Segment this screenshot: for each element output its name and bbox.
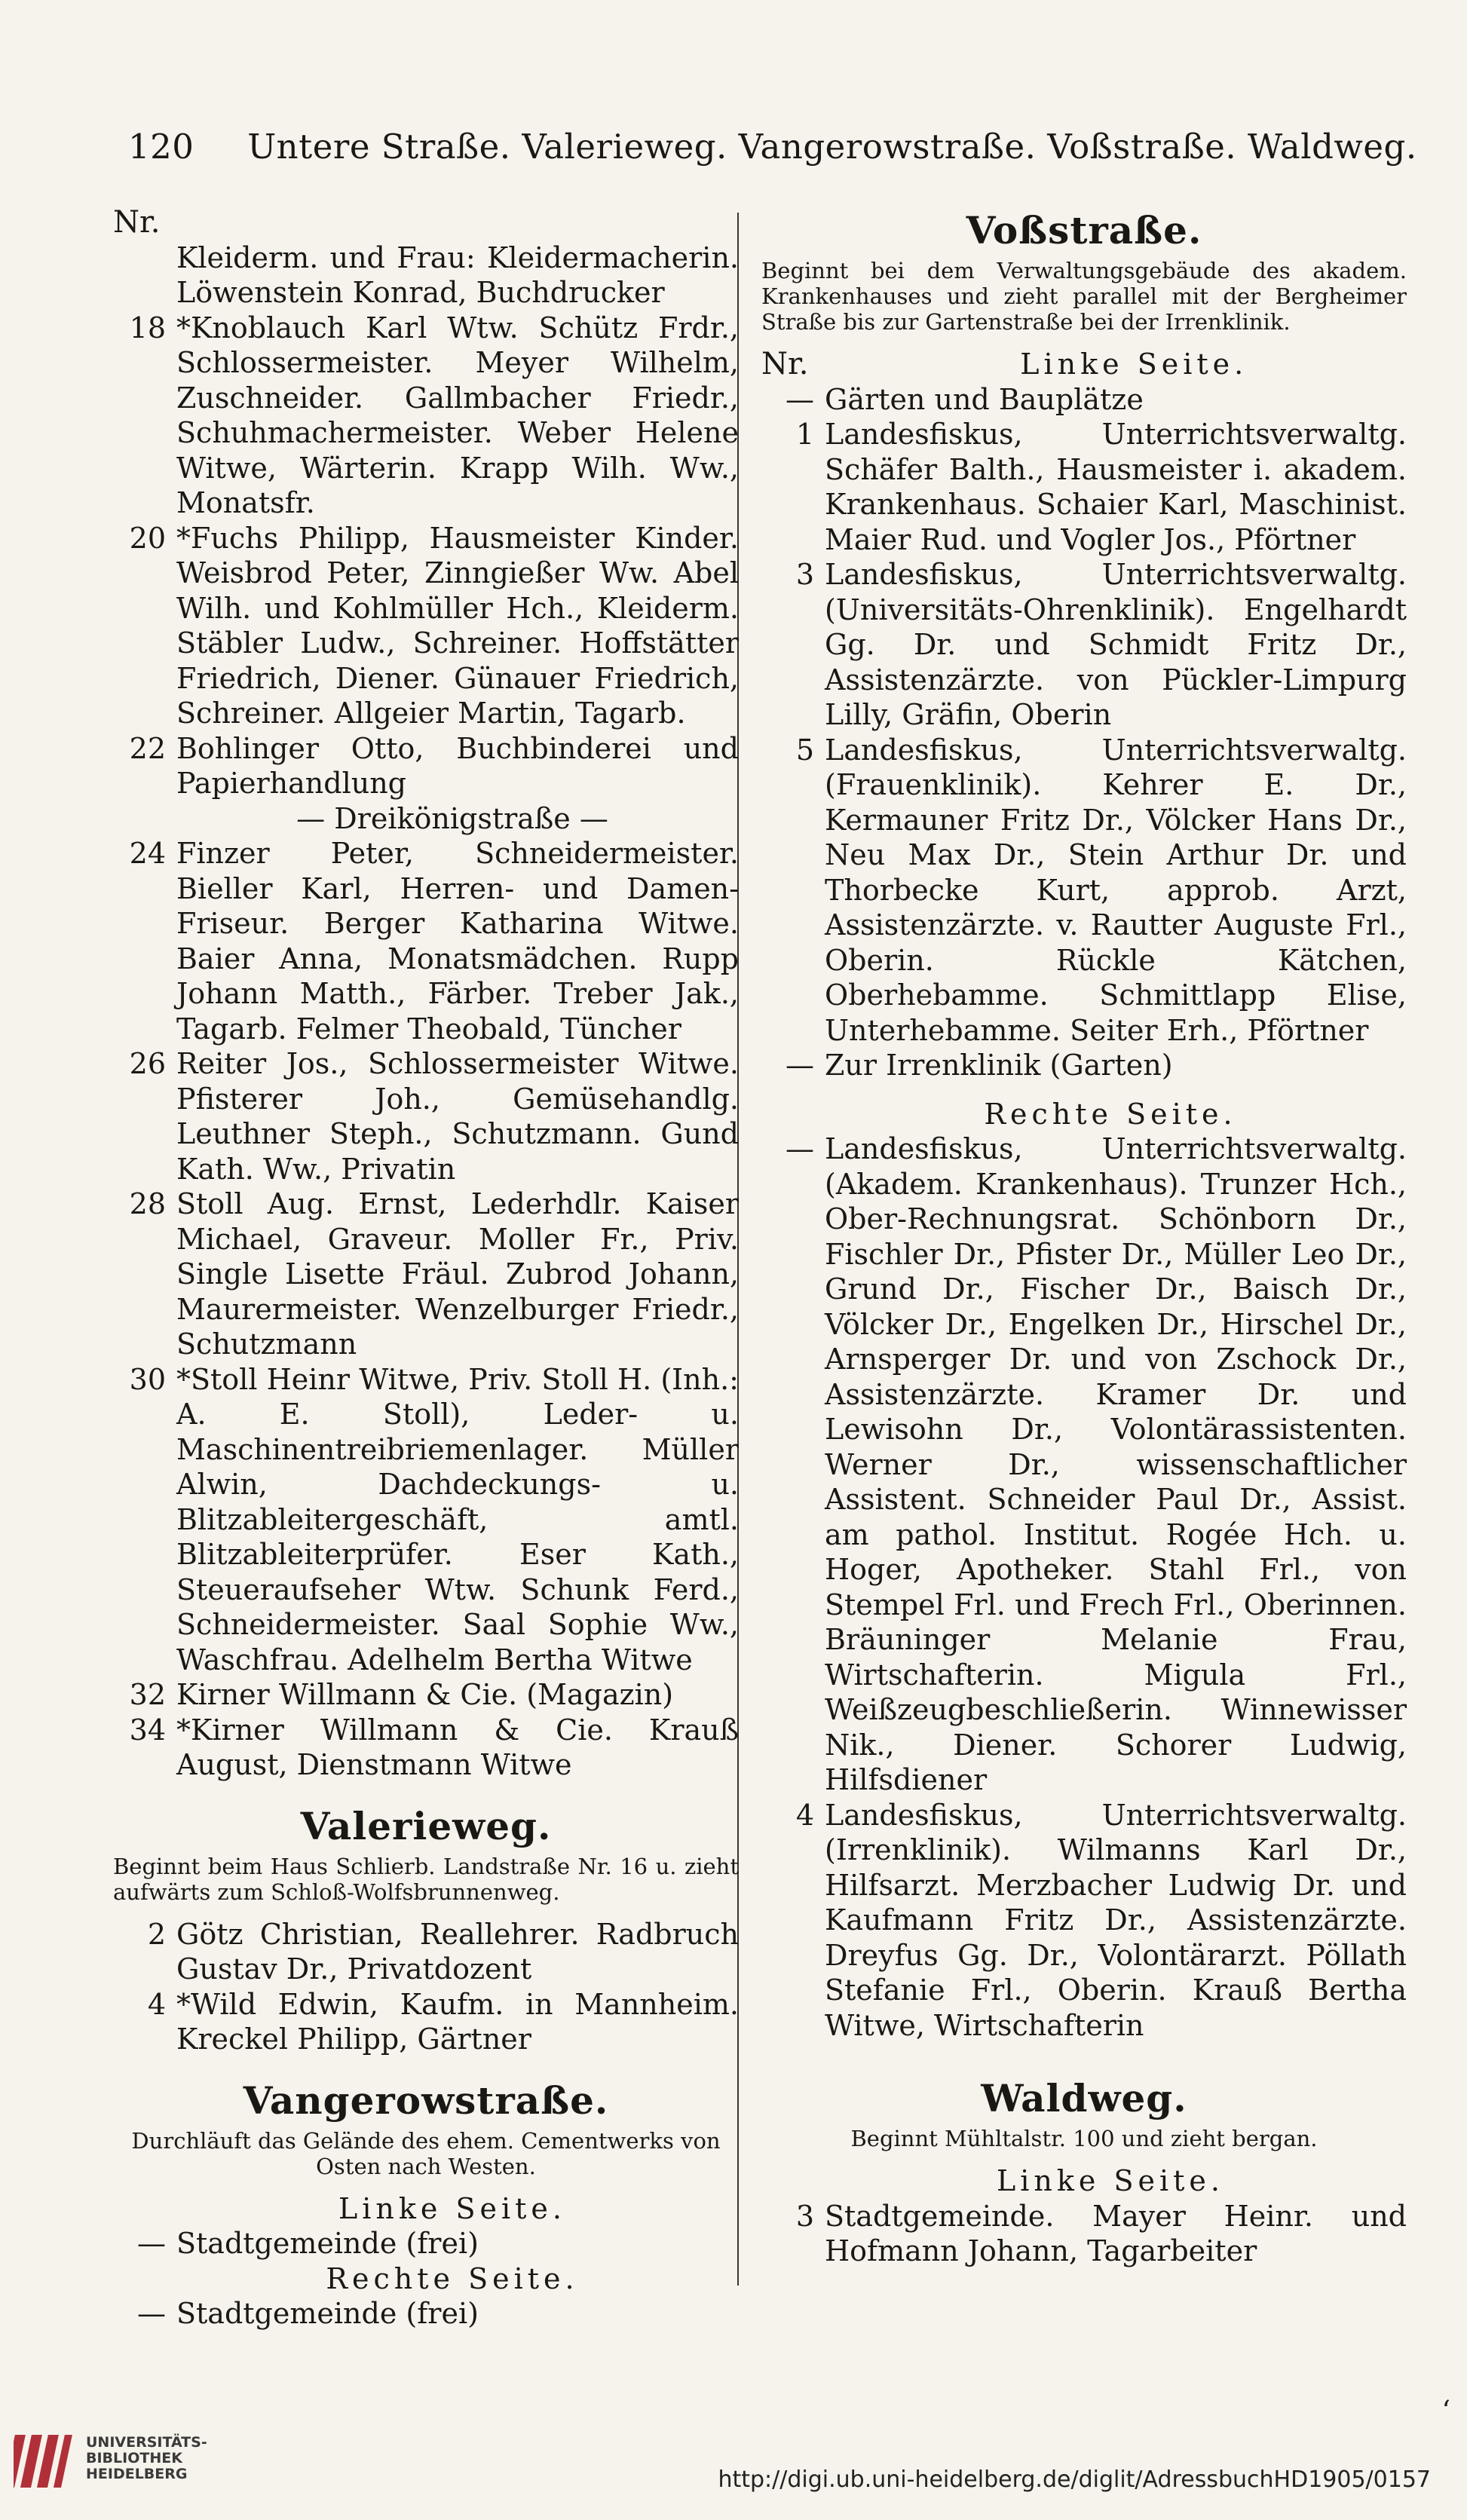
street-title-vangerowstrasse: Vangerowstraße.	[243, 2078, 609, 2123]
entry-text: Landesfiskus, Unterrichtsverwaltg. (Akadem. Krankenhaus). Trunzer Hch., Ober-Rechnungsrat. Schönborn Dr., Fischler Dr., Pfister Dr., Müller Leo Dr., Grund Dr., Fischer Dr., Baisch Dr., Völcker Dr., Engelken Dr., Hirschel Dr., Arnsperger Dr. und von Zschock Dr., Assistenzärzte. Kramer Dr. und Lewisohn Dr., Volontärassistenten. Werner Dr., wissenschaftlicher Assistent. Schneider Paul Dr., Assist. am pathol. Institut. Rogée Hch. u. Hoger, Apotheker. Stahl Frl., von Stempel Frl. und Frech Frl., Oberinnen. Bräuninger Melanie Frau, Wirtschafterin. Migula Frl., Weißzeugbeschließerin. Winnewisser Nik., Diener. Schorer Ludwig, Hilfsdiener	[825, 1132, 1407, 1796]
list-item	[113, 1677, 739, 1713]
library-name-line: HEIDELBERG	[86, 2466, 188, 2482]
list-item	[113, 1917, 739, 1987]
list-item	[761, 1798, 1407, 2044]
list-item	[113, 1362, 739, 1678]
street-description: Durchläuft das Gelände des ehem. Cementwerks von Osten nach Westen.	[131, 2127, 721, 2179]
side-heading-right: Rechte Seite.	[984, 1097, 1237, 1131]
house-number: —	[137, 2297, 166, 2330]
list-item	[113, 1046, 739, 1187]
left-column	[113, 205, 739, 2332]
entry-text: Finzer Peter, Schneidermeister. Bieller Karl, Herren- und Damen-Friseur. Berger Katharina Witwe. Baier Anna, Monatsmädchen. Rupp Johann Matth., Färber. Treber Jak., Tagarb. Felmer Theobald, Tüncher	[176, 837, 739, 1046]
entry-text: *Stoll Heinr Witwe, Priv. Stoll H. (Inh.: A. E. Stoll), Leder- u. Maschinentreibriemenlager. Müller Alwin, Dachdeckungs- u. Blitzableitergeschäft, amtl. Blitzableiterprüfer. Eser Kath., Steueraufseher Wtw. Schunk Ferd., Schneidermeister. Saal Sophie Ww., Waschfrau. Adelhelm Bertha Witwe	[176, 1362, 739, 1676]
list-item	[113, 1713, 739, 1783]
entry-text: Kirner Willmann & Cie. (Magazin)	[176, 1678, 674, 1711]
entry-text: Stadtgemeinde. Mayer Heinr. und Hofmann Johann, Tagarbeiter	[825, 2199, 1407, 2267]
list-item	[761, 557, 1407, 733]
house-number: 4	[147, 1987, 166, 2021]
entry-text: Götz Christian, Reallehrer. Radbruch Gustav Dr., Privatdozent	[176, 1917, 739, 1986]
side-heading-right: Rechte Seite.	[326, 2261, 579, 2295]
entry-text: Landesfiskus, Unterrichtsverwaltg. Schäfer Balth., Hausmeister i. akadem. Krankenhaus. Schaier Karl, Maschinist. Maier Rud. und Vogler Jos., Pförtner	[825, 418, 1407, 556]
library-logo-icon	[14, 2427, 80, 2494]
entry-text: *Knoblauch Karl Wtw. Schütz Frdr., Schlossermeister. Meyer Wilhelm, Zuschneider. Gallmbacher Friedr., Schuhmachermeister. Weber Helene Witwe, Wärterin. Krapp Wilh. Ww., Monatsfr.	[176, 311, 739, 519]
page-number: 120	[128, 127, 194, 167]
entry-text: Stadtgemeinde (frei)	[176, 2227, 479, 2260]
list-item	[113, 731, 739, 801]
entry-text: Landesfiskus, Unterrichtsverwaltg. (Frauenklinik). Kehrer E. Dr., Kermauner Fritz Dr., Völcker Hans Dr., Neu Max Dr., Stein Arthur Dr. und Thorbecke Kurt, approb. Arzt, Assistenzärzte. v. Rautter Auguste Frl., Oberin. Rückle Kätchen, Oberhebamme. Schmittlapp Elise, Unterhebamme. Seiter Erh., Pförtner	[825, 733, 1407, 1047]
house-number: 30	[129, 1362, 166, 1396]
list-item	[761, 733, 1407, 1049]
house-number: 32	[129, 1678, 166, 1711]
street-title-waldweg: Waldweg.	[981, 2076, 1187, 2120]
entry-text: *Wild Edwin, Kaufm. in Mannheim. Kreckel Philipp, Gärtner	[176, 1987, 739, 2056]
entry-text: *Kirner Willmann & Cie. Krauß August, Dienstmann Witwe	[176, 1713, 739, 1781]
side-heading-left: Linke Seite.	[338, 2191, 566, 2225]
list-item	[113, 240, 739, 311]
list-item	[113, 521, 739, 731]
street-description: Beginnt beim Haus Schlierb. Landstraße Nr. 16 u. zieht aufwärts zum Schloß-Wolfsbrunnenweg.	[113, 1853, 739, 1905]
house-number: —	[137, 2227, 166, 2260]
list-item	[113, 2296, 739, 2332]
house-number: 2	[147, 1917, 166, 1951]
street-title-valerieweg: Valerieweg.	[300, 1803, 552, 1848]
entry-text: Kleiderm. und Frau: Kleidermacherin. Löwenstein Konrad, Buchdrucker	[176, 240, 739, 309]
house-number: —	[786, 382, 814, 416]
entry-text: Gärten und Bauplätze	[825, 382, 1144, 416]
house-number: 26	[129, 1047, 166, 1080]
house-number: 22	[129, 731, 166, 765]
list-item	[113, 311, 739, 521]
house-number: 1	[795, 418, 814, 451]
list-item	[113, 1187, 739, 1362]
house-number: 24	[129, 837, 166, 870]
section-head-row	[761, 347, 1407, 382]
entry-text: Zur Irrenklinik (Garten)	[825, 1049, 1173, 1082]
house-number: —	[786, 1049, 814, 1082]
house-number: 5	[795, 733, 814, 767]
list-item	[113, 1987, 739, 2057]
side-heading-left: Linke Seite.	[997, 2164, 1224, 2197]
library-logo	[14, 2421, 217, 2497]
side-heading-left: Linke Seite.	[1020, 348, 1248, 381]
street-title-vossstrasse: Voßstraße.	[966, 208, 1202, 253]
house-number: 34	[129, 1713, 166, 1747]
corner-mark: ‘	[1441, 2396, 1450, 2427]
entry-text: Stadtgemeinde (frei)	[176, 2297, 479, 2330]
list-item	[761, 2199, 1407, 2269]
nr-label: Nr.	[113, 205, 161, 240]
library-name-line: BIBLIOTHEK	[86, 2450, 182, 2466]
house-number: 20	[129, 521, 166, 555]
source-url[interactable]: http://digi.ub.uni-heidelberg.de/diglit/AdressbuchHD1905/0157	[718, 2466, 1431, 2493]
library-name-line: UNIVERSITÄTS-	[86, 2434, 207, 2451]
entry-text: Bohlinger Otto, Buchbinderei und Papierhandlung	[176, 731, 739, 800]
list-item	[113, 2226, 739, 2261]
right-column	[761, 205, 1407, 2269]
entry-text: Landesfiskus, Unterrichtsverwaltg. (Universitäts-Ohrenklinik). Engelhardt Gg. Dr. und Schmidt Fritz Dr., Assistenzärzte. von Pückler-Limpurg Lilly, Gräfin, Oberin	[825, 558, 1407, 731]
house-number: 3	[795, 558, 814, 591]
list-item	[761, 417, 1407, 557]
street-description: Beginnt bei dem Verwaltungsgebäude des akadem. Krankenhauses und zieht parallel mit der Bergheimer Straße bis zur Gartenstraße bei der Irrenklinik.	[761, 258, 1407, 335]
library-name	[86, 2435, 207, 2482]
house-number: 28	[129, 1187, 166, 1220]
page-header	[128, 127, 1417, 167]
list-item	[761, 1048, 1407, 1083]
house-number: 4	[795, 1798, 814, 1832]
page-title: Untere Straße. Valerieweg. Vangerowstraße. Voßstraße. Waldweg.	[247, 127, 1417, 167]
entry-text: Reiter Jos., Schlossermeister Witwe. Pfisterer Joh., Gemüsehandlg. Leuthner Steph., Schutzmann. Gund Kath. Ww., Privatin	[176, 1047, 739, 1186]
entry-text: Landesfiskus, Unterrichtsverwaltg. (Irrenklinik). Wilmanns Karl Dr., Hilfsarzt. Merzbacher Ludwig Dr. und Kaufmann Fritz Dr., Assistenzärzte. Dreyfus Gg. Dr., Volontärarzt. Pöllath Stefanie Frl., Oberin. Krauß Bertha Witwe, Wirtschafterin	[825, 1798, 1407, 2042]
entry-text: Stoll Aug. Ernst, Lederhdlr. Kaiser Michael, Graveur. Moller Fr., Priv. Single Lisette Fräul. Zubrod Johann, Maurermeister. Wenzelburger Friedr., Schutzmann	[176, 1187, 739, 1361]
nr-label: Nr.	[761, 347, 809, 381]
house-number: 3	[795, 2199, 814, 2233]
street-description: Beginnt Mühltalstr. 100 und zieht bergan.	[850, 2126, 1318, 2151]
list-item	[761, 382, 1407, 418]
entry-text: *Fuchs Philipp, Hausmeister Kinder. Weisbrod Peter, Zinngießer Ww. Abel Wilh. und Kohlmüller Hch., Kleiderm. Stäbler Ludw., Schreiner. Hoffstätter Friedrich, Diener. Günauer Friedrich, Schreiner. Allgeier Martin, Tagarb.	[176, 521, 739, 730]
list-item	[761, 1131, 1407, 1798]
list-item	[113, 836, 739, 1046]
house-number: 18	[129, 311, 166, 344]
cross-street-heading: — Dreikönigstraße —	[296, 801, 608, 835]
house-number: —	[786, 1132, 814, 1165]
